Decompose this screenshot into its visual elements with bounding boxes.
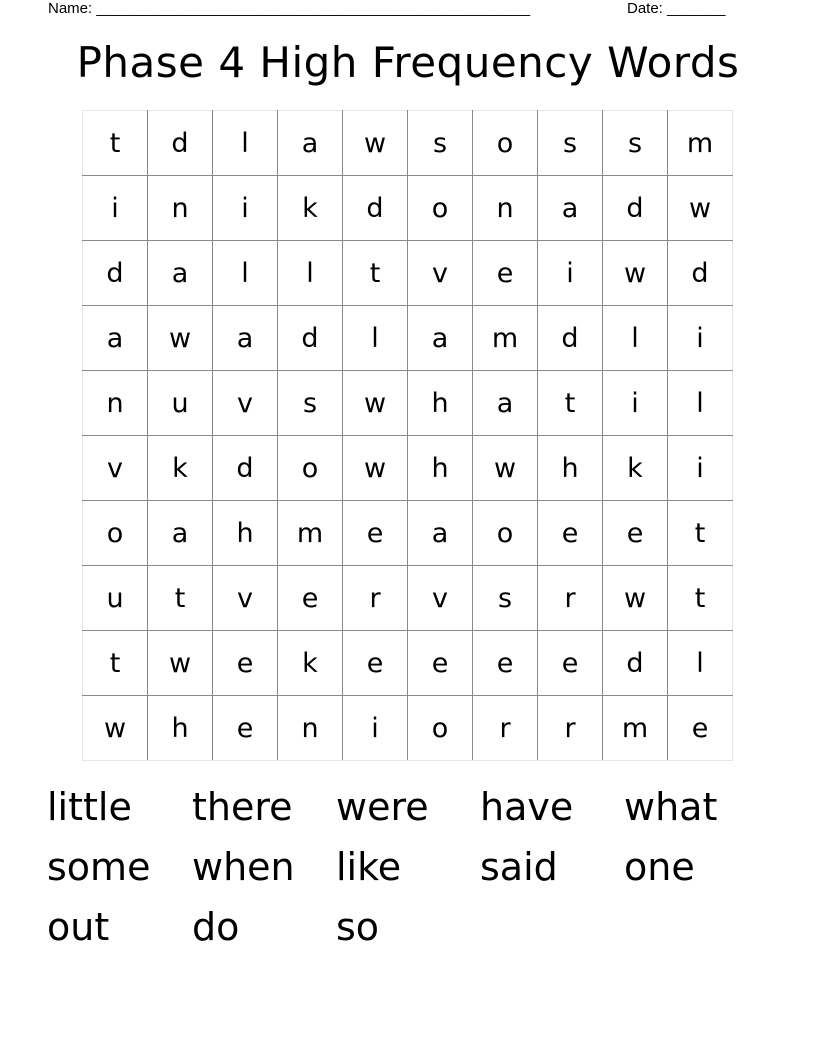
- grid-cell[interactable]: o: [278, 436, 343, 501]
- grid-cell[interactable]: a: [148, 501, 213, 566]
- grid-cell[interactable]: d: [538, 306, 603, 371]
- grid-cell[interactable]: l: [213, 111, 278, 176]
- grid-cell[interactable]: n: [278, 696, 343, 761]
- grid-cell[interactable]: l: [213, 241, 278, 306]
- grid-row: [83, 436, 733, 501]
- grid-cell[interactable]: h: [213, 501, 278, 566]
- grid-cell[interactable]: t: [538, 371, 603, 436]
- word-list-row: [47, 842, 767, 902]
- grid-cell[interactable]: n: [473, 176, 538, 241]
- grid-cell[interactable]: i: [343, 696, 408, 761]
- grid-row: [83, 306, 733, 371]
- grid-cell[interactable]: t: [668, 566, 733, 631]
- grid-cell[interactable]: e: [473, 241, 538, 306]
- grid-row: [83, 241, 733, 306]
- grid-cell[interactable]: i: [213, 176, 278, 241]
- grid-cell[interactable]: w: [148, 631, 213, 696]
- grid-cell[interactable]: d: [343, 176, 408, 241]
- word-list-item: out: [47, 905, 110, 949]
- grid-cell[interactable]: r: [473, 696, 538, 761]
- grid-cell[interactable]: i: [603, 371, 668, 436]
- page-title: Phase 4 High Frequency Words: [76, 38, 740, 87]
- header: [0, 0, 816, 20]
- grid-cell[interactable]: v: [83, 436, 148, 501]
- date-field-label: Date: _______: [627, 0, 726, 17]
- grid-cell[interactable]: a: [148, 241, 213, 306]
- grid-cell[interactable]: e: [538, 501, 603, 566]
- grid-cell[interactable]: e: [213, 696, 278, 761]
- grid-cell[interactable]: m: [603, 696, 668, 761]
- grid-cell[interactable]: k: [278, 631, 343, 696]
- grid-cell[interactable]: s: [603, 111, 668, 176]
- grid-cell[interactable]: v: [213, 371, 278, 436]
- word-list-item: what: [624, 785, 718, 829]
- grid-cell[interactable]: e: [473, 631, 538, 696]
- grid-cell[interactable]: d: [668, 241, 733, 306]
- word-list-item: there: [192, 785, 293, 829]
- word-list-item: when: [192, 845, 295, 889]
- word-list-row: [47, 782, 767, 842]
- name-field-label: Name: ____________________________________________________: [48, 0, 531, 17]
- grid-cell[interactable]: l: [278, 241, 343, 306]
- grid-cell[interactable]: d: [148, 111, 213, 176]
- grid-cell[interactable]: v: [213, 566, 278, 631]
- grid-cell[interactable]: e: [668, 696, 733, 761]
- grid-cell[interactable]: a: [408, 306, 473, 371]
- grid-cell[interactable]: s: [473, 566, 538, 631]
- grid-cell[interactable]: s: [538, 111, 603, 176]
- grid-cell[interactable]: e: [343, 501, 408, 566]
- grid-row: [83, 696, 733, 761]
- grid-cell[interactable]: m: [473, 306, 538, 371]
- grid-cell[interactable]: o: [408, 176, 473, 241]
- grid-row: [83, 566, 733, 631]
- grid-cell[interactable]: d: [603, 631, 668, 696]
- grid-cell[interactable]: e: [538, 631, 603, 696]
- grid-cell[interactable]: n: [148, 176, 213, 241]
- word-list-item: like: [336, 845, 402, 889]
- grid-cell[interactable]: o: [473, 501, 538, 566]
- grid-cell[interactable]: m: [278, 501, 343, 566]
- word-list-item: so: [336, 905, 380, 949]
- grid-cell[interactable]: e: [408, 631, 473, 696]
- grid-cell[interactable]: l: [603, 306, 668, 371]
- word-list: [47, 782, 767, 962]
- grid-cell[interactable]: e: [343, 631, 408, 696]
- grid-cell[interactable]: h: [538, 436, 603, 501]
- grid-cell[interactable]: o: [408, 696, 473, 761]
- grid-cell[interactable]: v: [408, 566, 473, 631]
- grid-row: [83, 631, 733, 696]
- grid-cell[interactable]: u: [148, 371, 213, 436]
- grid-cell[interactable]: k: [148, 436, 213, 501]
- grid-cell[interactable]: i: [538, 241, 603, 306]
- grid-cell[interactable]: t: [83, 631, 148, 696]
- grid-row: [83, 501, 733, 566]
- grid-cell[interactable]: w: [343, 436, 408, 501]
- word-list-item: little: [47, 785, 132, 829]
- grid-cell[interactable]: d: [603, 176, 668, 241]
- grid-cell[interactable]: r: [343, 566, 408, 631]
- grid-cell[interactable]: w: [473, 436, 538, 501]
- word-list-item: some: [47, 845, 151, 889]
- grid-cell[interactable]: e: [213, 631, 278, 696]
- grid-cell[interactable]: t: [668, 501, 733, 566]
- word-list-item: one: [624, 845, 695, 889]
- word-list-item: were: [336, 785, 429, 829]
- grid-cell[interactable]: v: [408, 241, 473, 306]
- grid-cell[interactable]: n: [83, 371, 148, 436]
- grid-cell[interactable]: l: [343, 306, 408, 371]
- grid-cell[interactable]: w: [343, 111, 408, 176]
- grid-cell[interactable]: h: [408, 371, 473, 436]
- grid-cell[interactable]: k: [278, 176, 343, 241]
- grid-cell[interactable]: u: [83, 566, 148, 631]
- grid-cell[interactable]: s: [278, 371, 343, 436]
- grid-cell[interactable]: a: [408, 501, 473, 566]
- grid-cell[interactable]: w: [343, 371, 408, 436]
- grid-cell[interactable]: a: [278, 111, 343, 176]
- grid-cell[interactable]: e: [278, 566, 343, 631]
- grid-row: [83, 176, 733, 241]
- grid-cell[interactable]: d: [278, 306, 343, 371]
- grid-cell[interactable]: t: [148, 566, 213, 631]
- grid-row: [83, 371, 733, 436]
- grid-cell[interactable]: o: [473, 111, 538, 176]
- grid-cell[interactable]: s: [408, 111, 473, 176]
- grid-cell[interactable]: k: [603, 436, 668, 501]
- grid-cell[interactable]: r: [538, 566, 603, 631]
- grid-cell[interactable]: r: [538, 696, 603, 761]
- grid-cell[interactable]: w: [603, 566, 668, 631]
- grid-cell[interactable]: w: [148, 306, 213, 371]
- word-search-grid: [82, 110, 733, 761]
- grid-cell[interactable]: w: [83, 696, 148, 761]
- grid-cell[interactable]: a: [213, 306, 278, 371]
- grid-cell[interactable]: e: [603, 501, 668, 566]
- grid-cell[interactable]: a: [473, 371, 538, 436]
- grid-cell[interactable]: i: [668, 436, 733, 501]
- grid-cell[interactable]: t: [343, 241, 408, 306]
- grid-cell[interactable]: t: [83, 111, 148, 176]
- word-list-item: do: [192, 905, 240, 949]
- grid-cell[interactable]: m: [668, 111, 733, 176]
- grid-cell[interactable]: i: [668, 306, 733, 371]
- grid-cell[interactable]: d: [83, 241, 148, 306]
- grid-cell[interactable]: l: [668, 371, 733, 436]
- grid-cell[interactable]: w: [668, 176, 733, 241]
- grid-cell[interactable]: h: [408, 436, 473, 501]
- grid-row: [83, 111, 733, 176]
- grid-cell[interactable]: o: [83, 501, 148, 566]
- grid-cell[interactable]: d: [213, 436, 278, 501]
- grid-cell[interactable]: i: [83, 176, 148, 241]
- grid-cell[interactable]: h: [148, 696, 213, 761]
- grid-cell[interactable]: l: [668, 631, 733, 696]
- grid-cell[interactable]: a: [538, 176, 603, 241]
- grid-cell[interactable]: a: [83, 306, 148, 371]
- word-list-row: [47, 902, 767, 962]
- word-list-item: have: [480, 785, 574, 829]
- grid-cell[interactable]: w: [603, 241, 668, 306]
- word-list-item: said: [480, 845, 558, 889]
